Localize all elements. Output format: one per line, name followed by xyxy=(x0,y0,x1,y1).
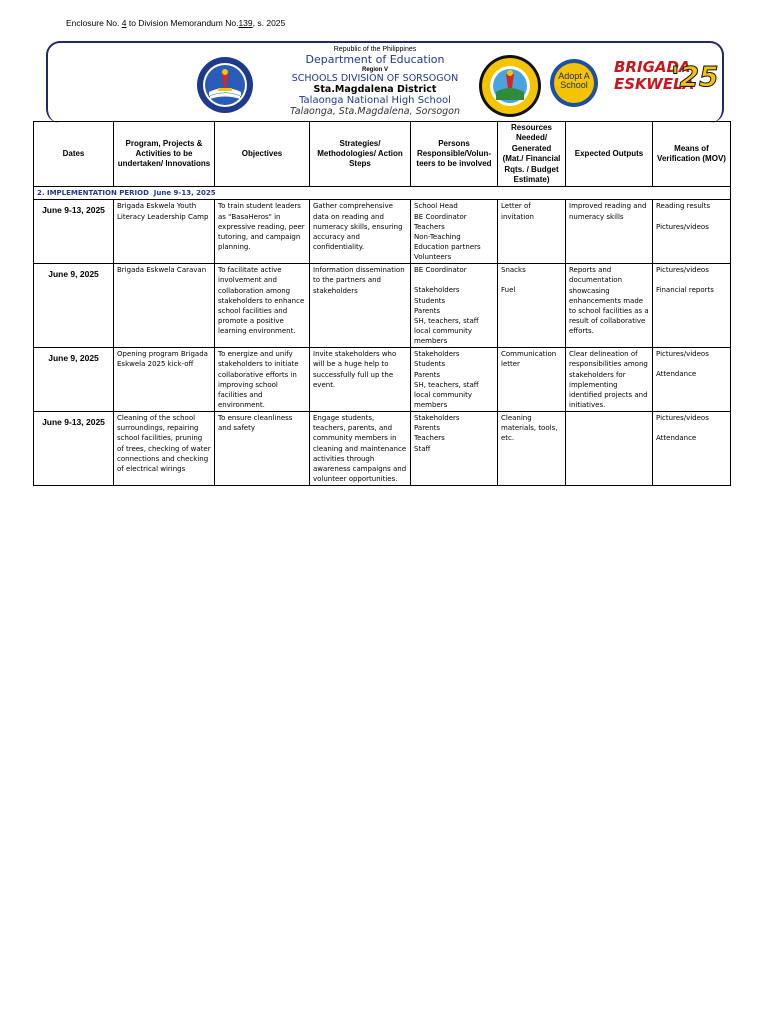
mov-item: Pictures/videos xyxy=(656,222,709,231)
person-item: Teachers xyxy=(414,222,445,231)
adopt-a-school-logo xyxy=(549,58,599,108)
row-persons xyxy=(411,412,498,486)
republic-label: Republic of the Philippines xyxy=(333,46,417,53)
row-program: Opening program Brigada Eskwela 2025 kick-off xyxy=(114,348,215,412)
person-item: Volunteers xyxy=(414,253,452,262)
adopt-line-2: School xyxy=(560,80,588,91)
header-strategies: Strategies/ Methodologies/ Action Steps xyxy=(310,122,411,187)
header-mov: Means of Verification (MOV) xyxy=(653,122,731,187)
row-strategies: Gather comprehensive data on reading and numeracy skills, ensuring accuracy and confidentiality. xyxy=(310,200,411,264)
header-text-block xyxy=(270,46,480,118)
adopt-line-1: Adopt A xyxy=(558,71,590,81)
brigada-year: '25 xyxy=(671,60,719,93)
eskwela-word: ESKWELA xyxy=(614,75,695,93)
person-item: BE Coordinator xyxy=(414,266,467,275)
row-resources: Letter of invitation xyxy=(498,200,566,264)
header-programs: Program, Projects & Activities to be undertaken/ Innovations xyxy=(114,122,215,187)
mov-item: Pictures/videos xyxy=(656,266,709,275)
brigada-eskwela-logo xyxy=(614,58,719,102)
school-address: Talaonga, Sta.Magdalena, Sorsogon xyxy=(289,105,461,117)
header-dates: Dates xyxy=(34,122,114,187)
mov-item: Pictures/videos xyxy=(656,414,709,423)
table-row xyxy=(34,200,731,264)
person-item: Students xyxy=(414,296,446,305)
table-row xyxy=(34,264,731,348)
row-date: June 9, 2025 xyxy=(34,264,114,348)
mov-item: Reading results xyxy=(656,202,711,211)
row-strategies: Engage students, teachers, parents, and community members in cleaning and maintenance activities through awareness campaigns and volunteer opportunities. xyxy=(310,412,411,486)
resource-item: Fuel xyxy=(501,286,516,295)
division-name: SCHOOLS DIVISION OF SORSOGON xyxy=(291,72,459,84)
row-outputs: Improved reading and numeracy skills xyxy=(566,200,653,264)
row-mov xyxy=(653,348,731,412)
person-item: Parents xyxy=(414,424,441,433)
enclosure-suffix: , s. 2025 xyxy=(252,18,286,28)
memo-number: 139 xyxy=(238,18,253,28)
row-objectives: To facilitate active involvement and collaboration among stakeholders to enhance school facilities and promote a positive learning environment. xyxy=(215,264,310,348)
row-resources: Cleaning materials, tools, etc. xyxy=(498,412,566,486)
row-mov xyxy=(653,264,731,348)
person-item: Non-Teaching Education partners xyxy=(414,232,481,252)
person-item: Students xyxy=(414,360,446,369)
person-item: Teachers xyxy=(414,434,445,443)
mov-item: Attendance xyxy=(656,370,697,379)
header-resources: Resources Needed/ Generated (Mat./ Financial Rqts. / Budget Estimate) xyxy=(498,122,566,187)
row-date: June 9, 2025 xyxy=(34,348,114,412)
enclosure-prefix: Enclosure No. xyxy=(66,18,122,28)
row-outputs: Reports and documentation showcasing enhancements made to school facilities as a result of collaborative efforts. xyxy=(566,264,653,348)
person-item: local community members xyxy=(414,390,473,410)
row-strategies: Invite stakeholders who will be a huge help to successfully full up the event. xyxy=(310,348,411,412)
implementation-plan-table xyxy=(33,121,731,486)
row-persons xyxy=(411,348,498,412)
row-date: June 9-13, 2025 xyxy=(34,200,114,264)
person-item: BE Coordinator xyxy=(414,212,467,221)
table-header-row xyxy=(34,122,731,187)
header-persons: Persons Responsible/Volun-teers to be involved xyxy=(411,122,498,187)
person-item: Stakeholders xyxy=(414,414,460,423)
person-item: Stakeholders xyxy=(414,286,460,295)
row-resources xyxy=(498,264,566,348)
person-item: Staff xyxy=(414,444,431,453)
section-cell xyxy=(34,187,731,200)
row-objectives: To ensure cleanliness and safety xyxy=(215,412,310,486)
mov-item: Attendance xyxy=(656,434,697,443)
department-name: Department of Education xyxy=(305,53,445,67)
row-mov xyxy=(653,412,731,486)
row-persons xyxy=(411,264,498,348)
row-outputs: Clear delineation of responsibilities among stakeholders for implementing identified projects and initiatives. xyxy=(566,348,653,412)
person-item: Stakeholders xyxy=(414,350,460,359)
mov-item: Pictures/videos xyxy=(656,350,709,359)
row-date: June 9-13, 2025 xyxy=(34,412,114,486)
row-resources: Communication letter xyxy=(498,348,566,412)
region-label: Region V xyxy=(361,66,388,73)
school-seal-icon xyxy=(478,54,542,118)
row-objectives: To train student leaders as "BasaHeros" in expressive reading, peer tutoring, and campaign planning. xyxy=(215,200,310,264)
enclosure-middle: to Division Memorandum No. xyxy=(126,18,239,28)
school-name: Talaonga National High School xyxy=(299,95,451,107)
section-row xyxy=(34,187,731,200)
enclosure-line xyxy=(66,18,285,28)
district-name: Sta.Magdalena District xyxy=(313,83,437,95)
person-item: Parents xyxy=(414,306,441,315)
section-label: 2. IMPLEMENTATION PERIOD xyxy=(37,189,149,198)
person-item: local community members xyxy=(414,327,473,346)
row-strategies: Information dissemination to the partners and stakeholders xyxy=(310,264,411,348)
section-period: June 9-13, 2025 xyxy=(153,189,216,198)
brigada-word: BRIGADA xyxy=(614,58,691,76)
table-row xyxy=(34,412,731,486)
row-mov xyxy=(653,200,731,264)
person-item: School Head xyxy=(414,202,458,211)
header-objectives: Objectives xyxy=(215,122,310,187)
row-outputs xyxy=(566,412,653,486)
person-item: SH, teachers, staff xyxy=(414,380,479,389)
person-item: Parents xyxy=(414,370,441,379)
resource-item: Snacks xyxy=(501,266,526,275)
header-outputs: Expected Outputs xyxy=(566,122,653,187)
row-program: Brigada Eskwela Caravan xyxy=(114,264,215,348)
row-program: Cleaning of the school surroundings, repairing school facilities, pruning of trees, checking of water connections and checking of electrical wirings xyxy=(114,412,215,486)
person-item: SH, teachers, staff xyxy=(414,316,479,325)
enclosure-number: 4 xyxy=(121,18,127,28)
table-row xyxy=(34,348,731,412)
row-program: Brigada Eskwela Youth Literacy Leadership Camp xyxy=(114,200,215,264)
mov-item: Financial reports xyxy=(656,286,714,295)
row-persons xyxy=(411,200,498,264)
deped-seal-icon xyxy=(196,56,254,114)
row-objectives: To energize and unify stakeholders to initiate collaborative efforts in improving school facilities and environment. xyxy=(215,348,310,412)
